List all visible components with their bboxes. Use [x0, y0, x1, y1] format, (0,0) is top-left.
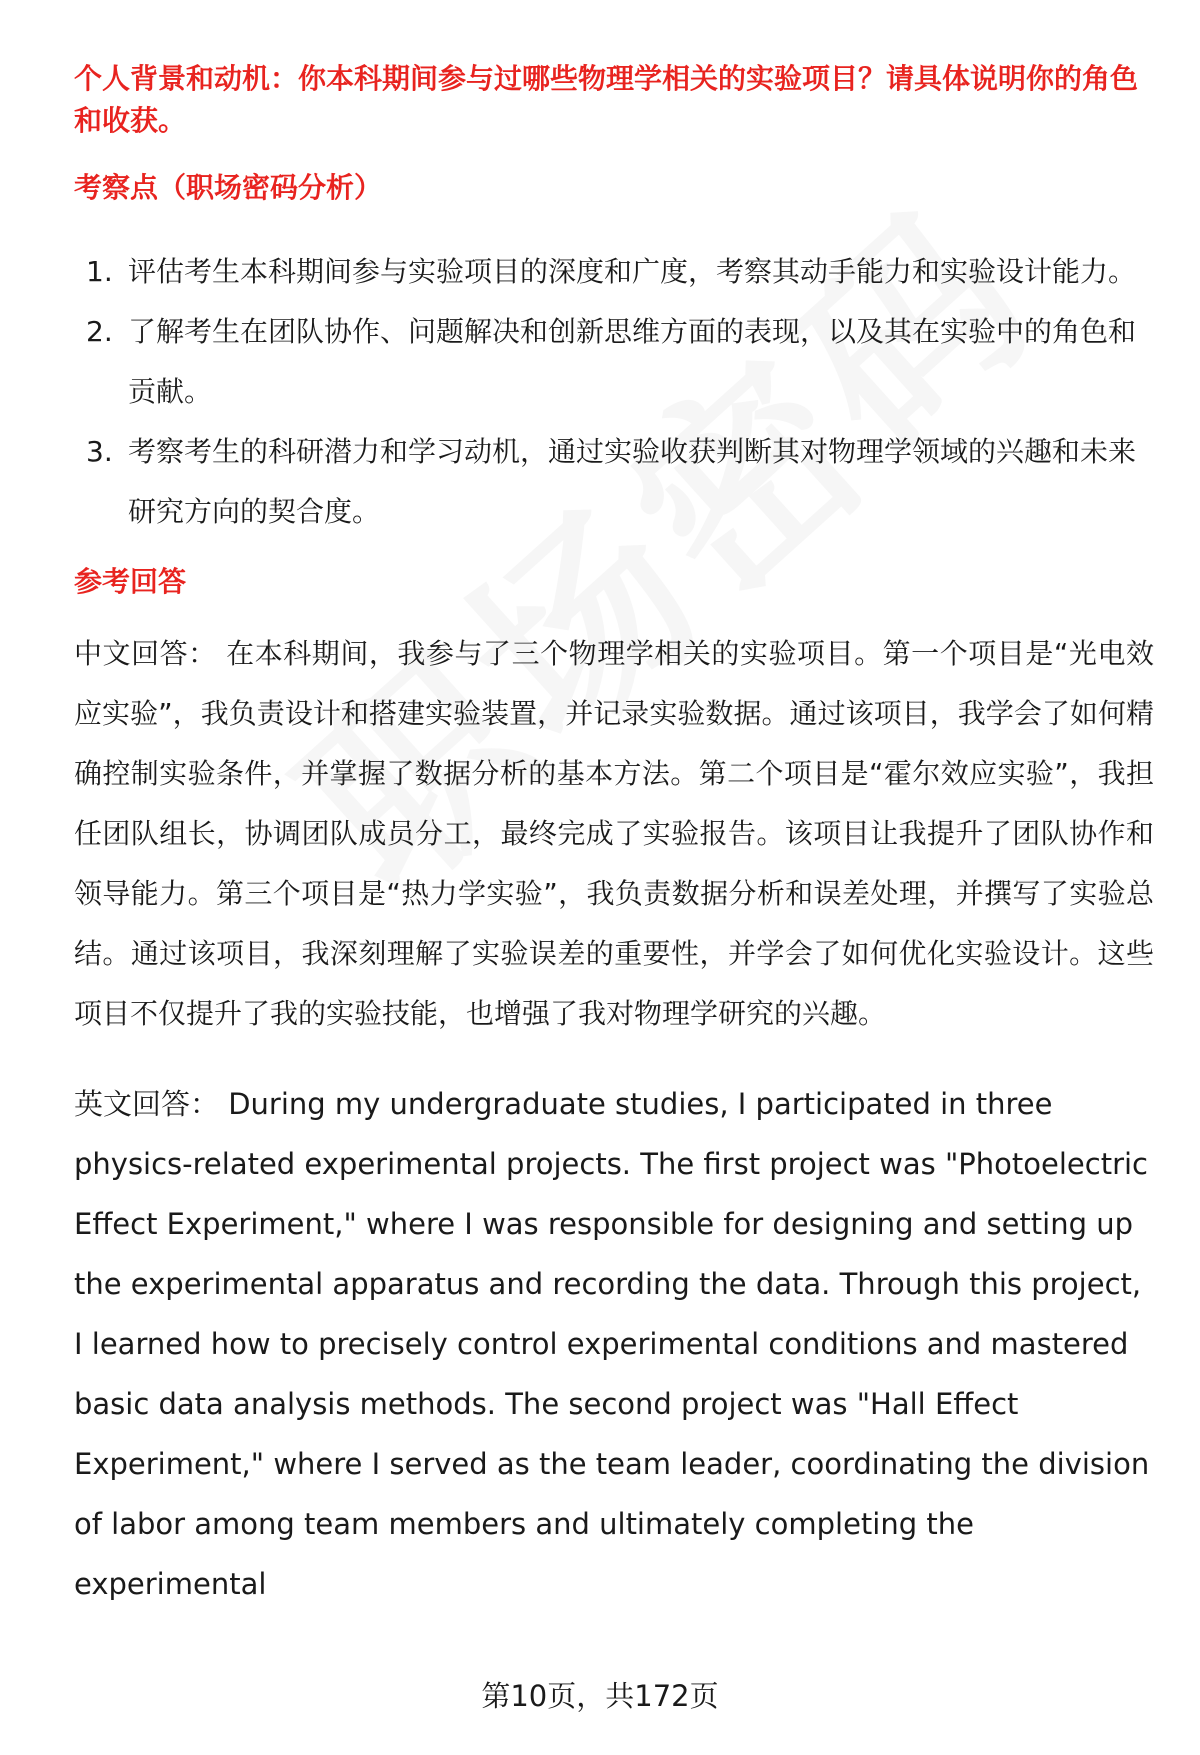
list-item: [74, 422, 1154, 542]
list-item-number: 1.: [86, 255, 113, 288]
list-item-number: 3.: [86, 435, 113, 468]
question-heading: 个人背景和动机：你本科期间参与过哪些物理学相关的实验项目？请具体说明你的角色和收获。: [74, 62, 1139, 137]
page-number: 第10页，共172页: [481, 1679, 719, 1713]
list-item-text: 考察考生的科研潜力和学习动机，通过实验收获判断其对物理学领域的兴趣和未来研究方向的契合度。: [128, 435, 1137, 528]
answer-chinese: 中文回答： 在本科期间，我参与了三个物理学相关的实验项目。第一个项目是“光电效应实验”，我负责设计和搭建实验装置，并记录实验数据。通过该项目，我学会了如何精确控制实验条件，并掌握了数据分析的基本方法。第二个项目是“霍尔效应实验”，我担任团队组长，协调团队成员分工，最终完成了实验报告。该项目让我提升了团队协作和领导能力。第三个项目是“热力学实验”，我负责数据分析和误差处理，并撰写了实验总结。通过该项目，我深刻理解了实验误差的重要性，并学会了如何优化实验设计。这些项目不仅提升了我的实验技能，也增强了我对物理学研究的兴趣。: [74, 637, 1154, 1030]
document-page: [74, 58, 1154, 1614]
reference-heading: 参考回答: [74, 565, 187, 598]
list-item: [74, 242, 1154, 302]
list-item-number: 2.: [86, 315, 113, 348]
list-item-text: 了解考生在团队协作、问题解决和创新思维方面的表现，以及其在实验中的角色和贡献。: [128, 315, 1137, 408]
answer-english: 英文回答： During my undergraduate studies, I participated in three physics-related experimental projects. The first project was "Photoelectric Effect Experiment," where I was responsible for designing and setting up the experimental apparatus and recording the data. Through this project, I learned how to precisely control experimental conditions and mastered basic data analysis methods. The second project was "Hall Effect Experiment," where I served as the team leader, coordinating the division of labor among team members and ultimately completing the experimental: [74, 1087, 1150, 1601]
list-item: [74, 302, 1154, 422]
list-item-text: 评估考生本科期间参与实验项目的深度和广度，考察其动手能力和实验设计能力。: [128, 255, 1137, 288]
assessment-list: [74, 242, 1154, 542]
assessment-heading: 考察点（职场密码分析）: [74, 171, 383, 204]
